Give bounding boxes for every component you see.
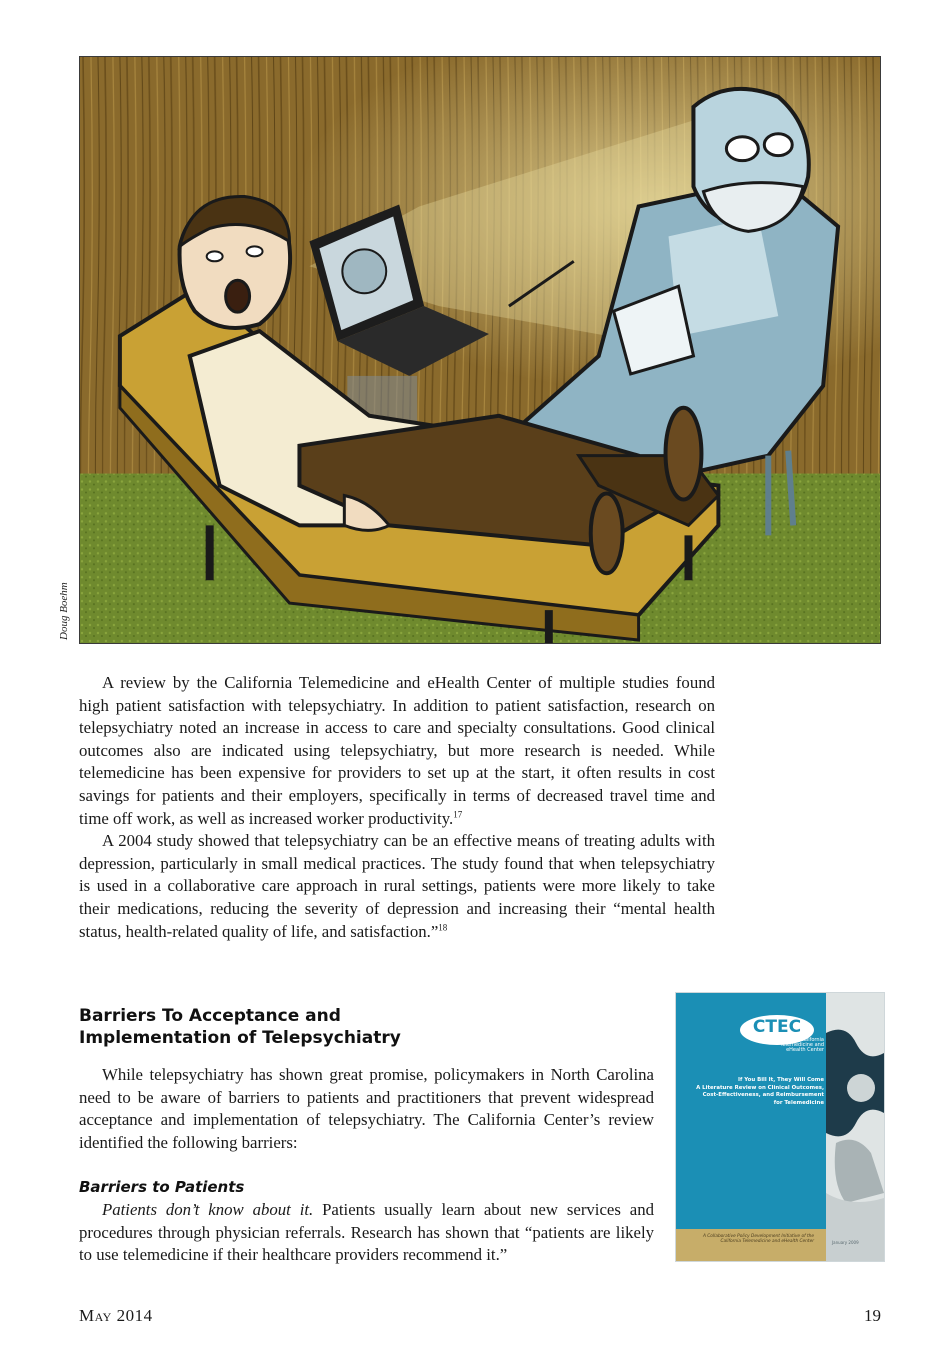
section-intro [79,1064,654,1154]
intro-body-text [79,672,715,943]
footer-month: May [79,1306,112,1325]
paragraph-review-text: A review by the California Telemedicine and eHealth Center of multiple studies found high patient satisfaction with telepsychiatry. In addition to patient satisfaction, research on telepsychiatry noted an increase in access to care and specialty consultations. Good clinical outcomes also are indicated using telepsychiatry, but more research is needed. While telemedicine has been expensive for providers to set up at the start, it often results in cost savings for patients and their employers, specifically in terms of decreased travel time and time off work, as well as increased worker productivity. [79,673,715,828]
illustration-credit: Doug Boehm [58,582,70,640]
cover-date: January 2009 [832,1240,859,1245]
cover-title: If You Bill It, They Will Come A Literature Review on Clinical Outcomes, Cost-Effectiveness, and Reimbursement for Telemedicine [696,1077,824,1106]
footer-date [79,1306,153,1326]
subsection-lead: Patients don’t know about it. [102,1200,314,1219]
footer-year: 2014 [116,1306,153,1325]
subsection-paragraph [79,1199,654,1267]
subsection-text [79,1199,654,1267]
footnote-ref-17: 17 [453,808,463,819]
ctec-logo-subtitle: California Telemedicine and eHealth Center [780,1037,824,1053]
ctec-logo: CTEC [740,1015,814,1045]
section-heading-line1: Barriers To Acceptance and [79,1006,341,1026]
paragraph-study-2004 [79,830,715,943]
cover-footer-text: A Collaborative Policy Development Initiative of the California Telemedicine and eHealth Center [703,1234,814,1245]
footnote-ref-18: 18 [438,921,448,932]
page-number: 19 [864,1306,881,1325]
subsection-heading: Barriers to Patients [79,1178,245,1196]
report-cover-image [676,993,884,1261]
illustration-art [80,57,880,643]
paragraph-review [79,672,715,830]
cover-puzzle-strip [826,993,884,1261]
telepsychiatry-illustration [79,56,881,644]
puzzle-pieces-icon [826,993,884,1261]
paragraph-study-text: A 2004 study showed that telepsychiatry can be an effective means of treating adults with depression, particularly in small medical practices. The study found that when telepsychiatry is used in a collaborative care approach in rural settings, patients were more likely to take their medications, reducing the severity of depression and increasing their “mental health status, health-related quality of life, and satisfaction.” [79,831,715,941]
section-heading [79,1005,639,1049]
section-intro-text: While telepsychiatry has shown great promise, policymakers in North Carolina need to be aware of barriers to patients and practitioners that prevent widespread acceptance and implementation of telepsychiatry. The California Center’s review identified the following barriers: [79,1065,654,1152]
subsection-body: Patients usually learn about new services and procedures through physician referrals. Research has shown that “patients are likely to use telemedicine if their healthcare providers recommend it.” [79,1200,654,1265]
section-heading-line2: Implementation of Telepsychiatry [79,1028,401,1048]
